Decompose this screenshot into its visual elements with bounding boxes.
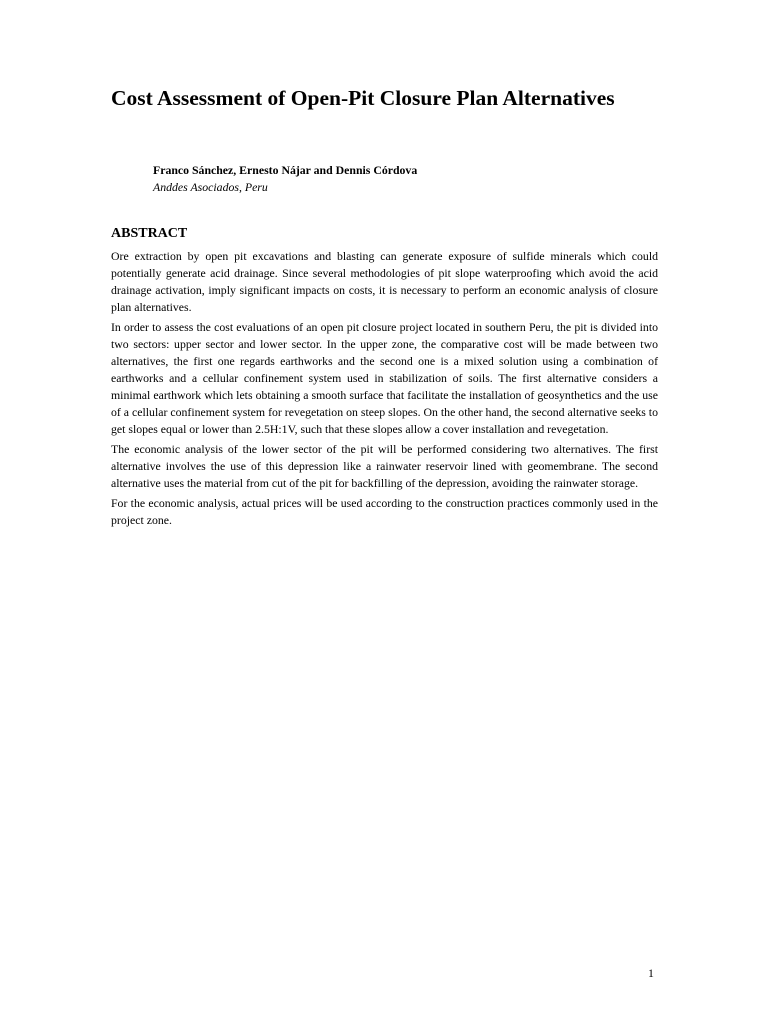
page-number: 1: [648, 966, 654, 980]
abstract-paragraph: The economic analysis of the lower sector of the pit will be performed considering two alternatives. The first alternative involves the use of this depression like a rainwater reservoir lined with geomembrane. The second alternative uses the material from cut of the pit for backfilling of the depression, avoiding the rainwater storage.: [111, 442, 658, 490]
author-list: Franco Sánchez, Ernesto Nájar and Dennis Córdova: [153, 163, 418, 177]
abstract-paragraph: In order to assess the cost evaluations of an open pit closure project located in southern Peru, the pit is divided into two sectors: upper sector and lower sector. In the upper zone, the comparative cost will be made between two alternatives, the first one regards earthworks and the second one is a mixed solution using a combination of earthworks and a cellular confinement system used in stabilization of soils. The first alternative considers a minimal earthwork which lets obtaining a smooth surface that facilitate the installation of geosynthetics and the use of a cellular confinement system for revegetation on steep slopes. On the other hand, the second alternative seeks to get slopes equal or lower than 2.5H:1V, such that these slopes allow a cover installation and revegetation.: [111, 320, 658, 436]
abstract-paragraph: For the economic analysis, actual prices will be used according to the construction practices commonly used in the project zone.: [111, 496, 658, 527]
abstract-heading: ABSTRACT: [111, 226, 188, 241]
author-affiliation: Anddes Asociados, Peru: [153, 180, 268, 194]
abstract-body: [111, 248, 658, 532]
paper-title: Cost Assessment of Open-Pit Closure Plan Alternatives: [111, 86, 615, 110]
abstract-paragraph: Ore extraction by open pit excavations and blasting can generate exposure of sulfide minerals which could potentially generate acid drainage. Since several methodologies of pit slope waterproofing which avoid the acid drainage activation, imply significant impacts on costs, it is necessary to perform an economic analysis of closure plan alternatives.: [111, 249, 658, 314]
